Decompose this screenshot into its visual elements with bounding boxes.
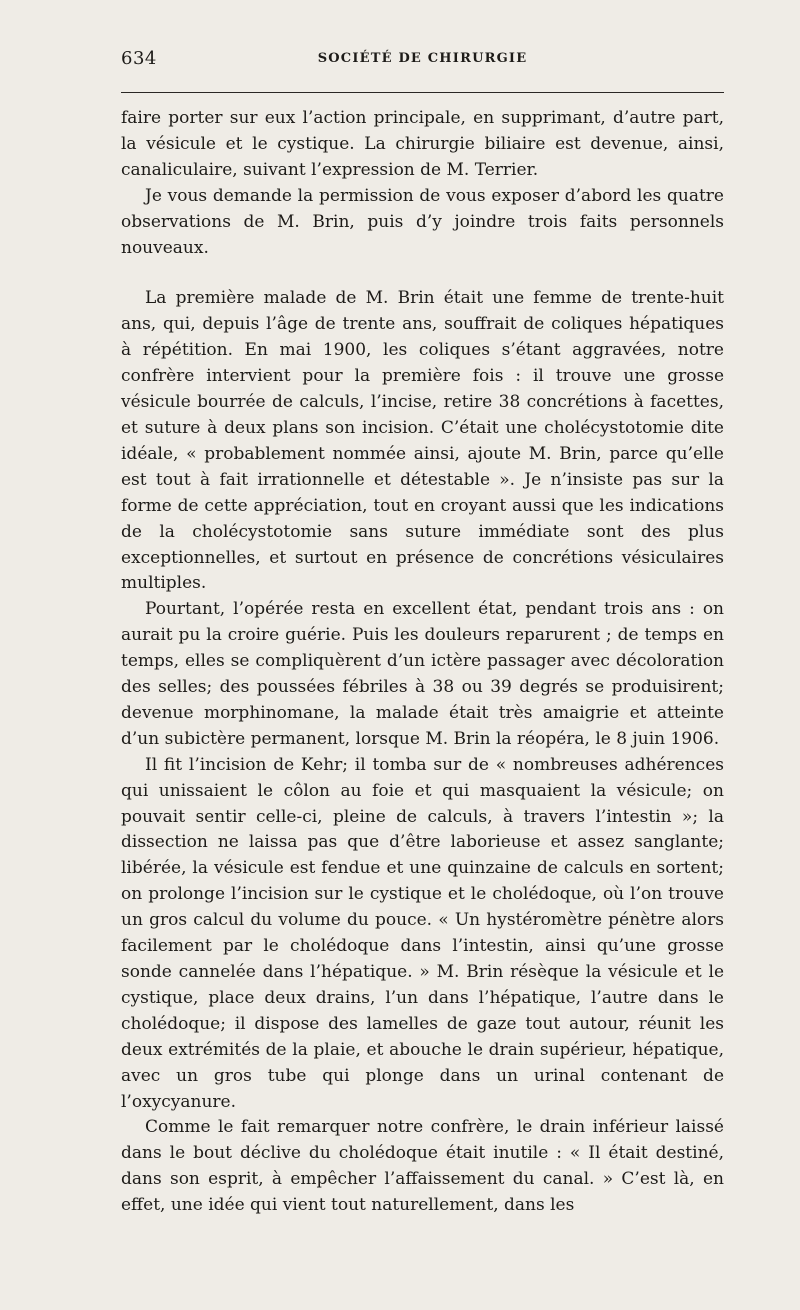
body-text	[121, 106, 724, 1219]
header-rule	[121, 92, 724, 93]
paragraph: Il fit l’incision de Kehr; il tomba sur de « nombreuses adhérences qui unissaient le côlon au foie et qui masquaient la vésicule; on pouvait sentir celle-ci, pleine de calculs, à travers l’intestin »; la dissection ne laissa pas que d’être laborieuse et assez sanglante; libérée, la vésicule est fendue et une quinzaine de calculs en sortent; on prolonge l’incision sur le cystique et le cholédoque, où l’on trouve un gros calcul du volume du pouce. « Un hystéromètre pénètre alors facilement par le cholédoque dans l’intestin, ainsi qu’une grosse sonde cannelée dans l’hépatique. » M. Brin résèque la vésicule et le cystique, place deux drains, l’un dans l’hépatique, l’autre dans le cholédoque; il dispose des lamelles de gaze tout autour, réunit les deux extrémités de la plaie, et abouche le drain supérieur, hépatique, avec un gros tube qui plonge dans un urinal contenant de l’oxycyanure.	[121, 754, 724, 1112]
paragraph: Je vous demande la permission de vous exposer d’abord les quatre observations de M. Brin, puis d’y joindre trois faits personnels nouveaux.	[121, 185, 724, 258]
paragraph: faire porter sur eux l’action principale, en supprimant, d’autre part, la vésicule et le cystique. La chirurgie biliaire est devenue, ainsi, canaliculaire, suivant l’expression de M. Terrier.	[121, 108, 724, 180]
paragraph: Comme le fait remarquer notre confrère, le drain inférieur laissé dans le bout déclive du cholédoque était inutile : « Il était destiné, dans son esprit, à empêcher l’affaissement du canal. » C’est là, en effet, une idée qui vient tout naturellement, dans les	[121, 1117, 724, 1216]
page-number: 634	[121, 48, 157, 69]
running-title: SOCIÉTÉ DE CHIRURGIE	[317, 51, 528, 66]
page-header	[121, 48, 724, 76]
paragraph: Pourtant, l’opérée resta en excellent état, pendant trois ans : on aurait pu la croire guérie. Puis les douleurs reparurent ; de temps en temps, elles se compliquèrent d’un ictère passager avec décoloration des selles; des poussées fébriles à 38 ou 39 degrés se produisirent; devenue morphinomane, la malade était très amaigrie et atteinte d’un subictère permanent, lorsque M. Brin la réopéra, le 8 juin 1906.	[121, 599, 724, 749]
paragraph: La première malade de M. Brin était une femme de trente-huit ans, qui, depuis l’âge de trente ans, souffrait de coliques hépatiques à répétition. En mai 1900, les coliques s’étant aggravées, notre confrère intervient pour la première fois : il trouve une grosse vésicule bourrée de calculs, l’incise, retire 38 concrétions à facettes, et suture à deux plans son incision. C’était une cholécystotomie dite idéale, « probablement nommée ainsi, ajoute M. Brin, parce qu’elle est tout à fait irrationnelle et détestable ». Je n’insiste pas sur la forme de cette appréciation, tout en croyant aussi que les indications de la cholécystotomie sans suture immédiate sont des plus exceptionnelles, et surtout en présence de concrétions vésiculaires multiples.	[121, 288, 724, 594]
